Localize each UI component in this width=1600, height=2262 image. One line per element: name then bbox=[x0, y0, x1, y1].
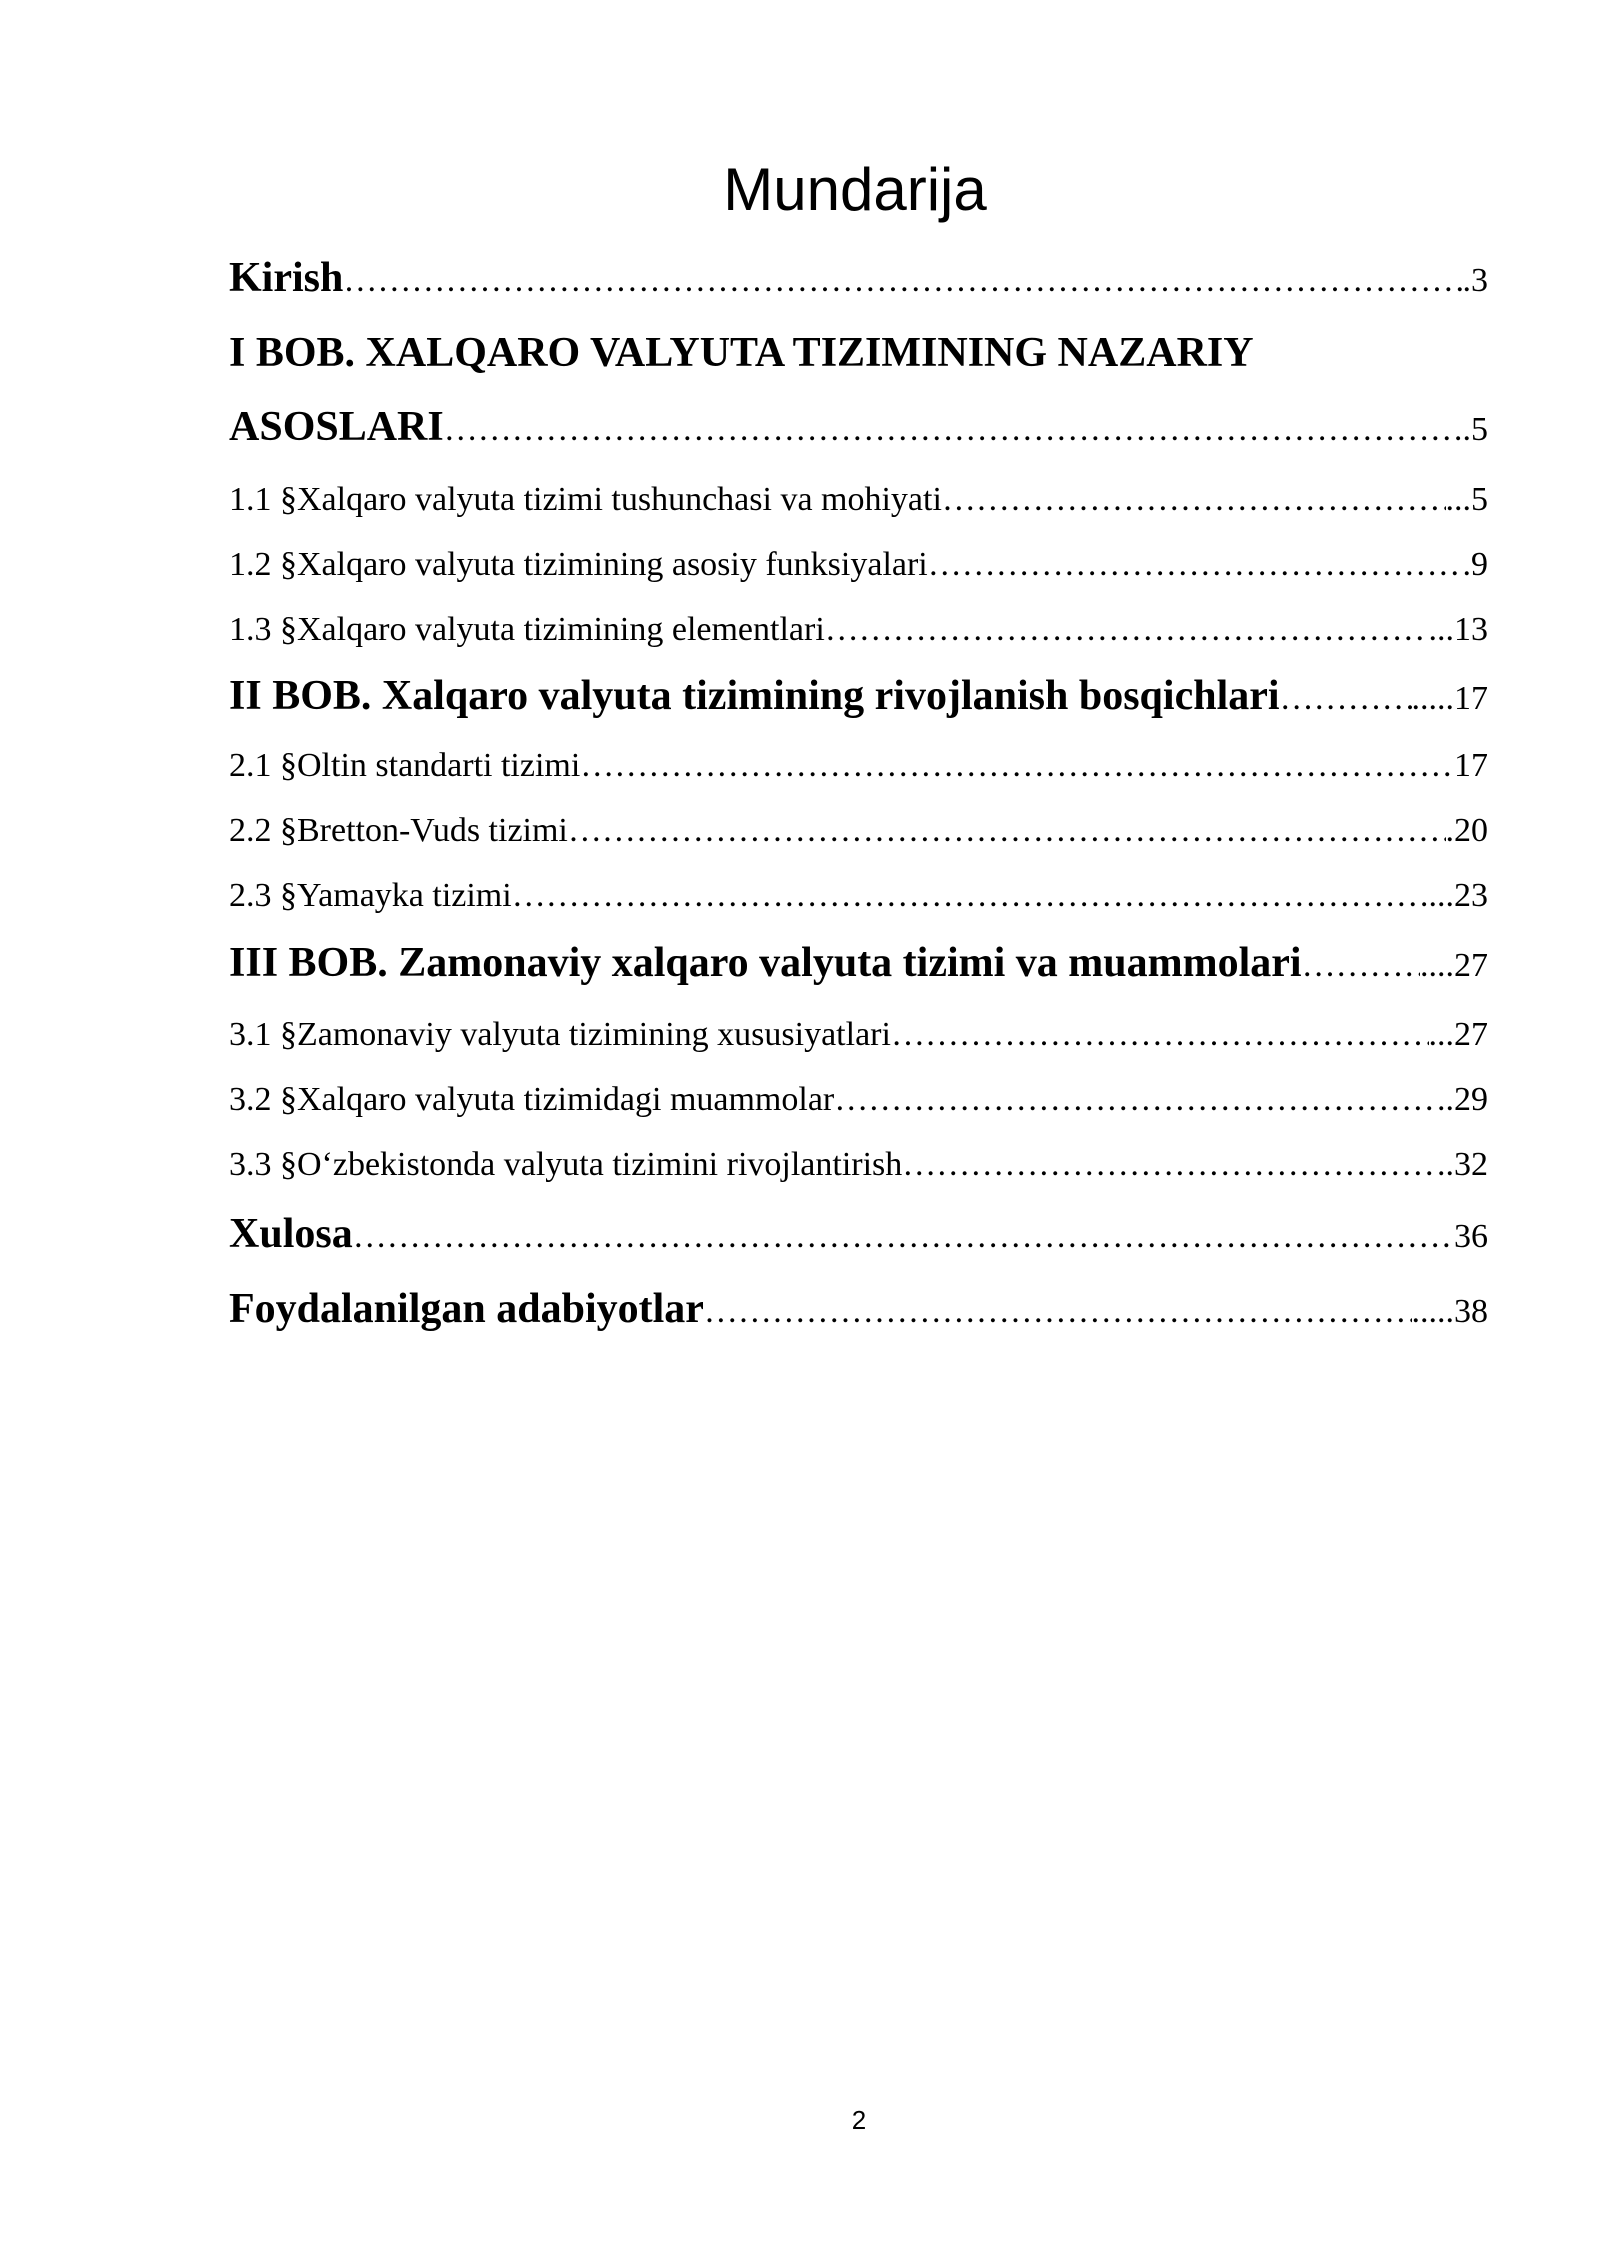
dot-leader bbox=[343, 255, 1462, 307]
toc-entry-chapter-2[interactable] bbox=[229, 670, 1488, 725]
dot-leader bbox=[1302, 940, 1420, 992]
toc-entry-page: .....17 bbox=[1411, 680, 1488, 717]
toc-entry-page: .20 bbox=[1445, 812, 1488, 849]
dot-leader bbox=[353, 1211, 1454, 1263]
toc-entry-page: ...5 bbox=[1445, 481, 1488, 518]
toc-entry-page: ....27 bbox=[1420, 947, 1488, 984]
toc-entry-label: 1.3 §Xalqaro valyuta tizimining elementlari bbox=[229, 611, 825, 648]
dot-leader bbox=[1280, 673, 1412, 725]
toc-entry-label: 3.1 §Zamonaviy valyuta tizimining xususiyatlari bbox=[229, 1016, 891, 1053]
toc-entry-2-1[interactable] bbox=[229, 744, 1488, 788]
toc-entry-label: 3.3 §O‘zbekistonda valyuta tizimini rivojlantirish bbox=[229, 1146, 903, 1183]
toc-entry-3-3[interactable] bbox=[229, 1143, 1488, 1187]
toc-entry-chapter-3[interactable] bbox=[229, 937, 1488, 992]
dot-leader bbox=[580, 744, 1454, 788]
toc-entry-page: 36 bbox=[1454, 1218, 1488, 1255]
dot-leader bbox=[568, 809, 1446, 853]
toc-entry-1-3[interactable] bbox=[229, 608, 1488, 652]
toc-entry-2-3[interactable] bbox=[229, 874, 1488, 918]
toc-entry-label: 3.2 §Xalqaro valyuta tizimidagi muammolar bbox=[229, 1081, 835, 1118]
toc-entry-label: 2.2 §Bretton-Vuds tizimi bbox=[229, 812, 568, 849]
dot-leader bbox=[902, 1143, 1437, 1187]
page-number: 2 bbox=[851, 2105, 867, 2135]
toc-entry-label: II BOB. Xalqaro valyuta tizimining rivojlanish bosqichlari bbox=[229, 673, 1280, 719]
dot-leader bbox=[825, 608, 1429, 652]
toc-entry-adabiyotlar[interactable] bbox=[229, 1283, 1488, 1338]
toc-entry-label: 1.1 §Xalqaro valyuta tizimi tushunchasi va mohiyati bbox=[229, 481, 942, 518]
dot-leader bbox=[512, 874, 1429, 918]
dot-leader bbox=[704, 1286, 1412, 1338]
dot-leader bbox=[444, 404, 1463, 456]
toc-entry-page: .9 bbox=[1462, 546, 1488, 583]
toc-entry-3-1[interactable] bbox=[229, 1013, 1488, 1057]
toc-entry-page: ...13 bbox=[1428, 611, 1488, 648]
toc-entry-label: 1.2 §Xalqaro valyuta tizimining asosiy funksiyalari bbox=[229, 546, 928, 583]
toc-entry-2-2[interactable] bbox=[229, 809, 1488, 853]
toc-chapter-1-heading[interactable]: I BOB. XALQARO VALYUTA TIZIMINING NAZARIY bbox=[229, 330, 1254, 376]
toc-entry-page: 17 bbox=[1454, 747, 1488, 784]
toc-entry-xulosa[interactable] bbox=[229, 1208, 1488, 1263]
dot-leader bbox=[834, 1078, 1437, 1122]
toc-entry-label: 2.1 §Oltin standarti tizimi bbox=[229, 747, 581, 784]
toc-entry-1-1[interactable] bbox=[229, 478, 1488, 522]
toc-entry-1-2[interactable] bbox=[229, 543, 1488, 587]
dot-leader bbox=[942, 478, 1446, 522]
dot-leader bbox=[928, 543, 1463, 587]
toc-entry-label: III BOB. Zamonaviy xalqaro valyuta tizimi va muammolari bbox=[229, 940, 1302, 986]
toc-entry-page: ...27 bbox=[1428, 1016, 1488, 1053]
toc-entry-page: ..32 bbox=[1437, 1146, 1488, 1183]
toc-entry-label: ASOSLARI bbox=[229, 404, 444, 450]
page-title: Mundarija bbox=[723, 156, 987, 223]
toc-entry-kirish[interactable] bbox=[229, 252, 1488, 307]
toc-entry-label: Xulosa bbox=[229, 1211, 353, 1257]
toc-entry-3-2[interactable] bbox=[229, 1078, 1488, 1122]
toc-entry-page: ..29 bbox=[1437, 1081, 1488, 1118]
toc-entry-page: .....38 bbox=[1411, 1293, 1488, 1330]
toc-entry-page: .3 bbox=[1462, 262, 1488, 299]
toc-entry-chapter-1[interactable] bbox=[229, 401, 1488, 456]
toc-entry-page: ...23 bbox=[1428, 877, 1488, 914]
toc-entry-label: 2.3 §Yamayka tizimi bbox=[229, 877, 512, 914]
dot-leader bbox=[891, 1013, 1429, 1057]
toc-entry-label: Foydalanilgan adabiyotlar bbox=[229, 1286, 704, 1332]
toc-entry-page: .5 bbox=[1462, 411, 1488, 448]
toc-entry-label: Kirish bbox=[229, 255, 344, 301]
